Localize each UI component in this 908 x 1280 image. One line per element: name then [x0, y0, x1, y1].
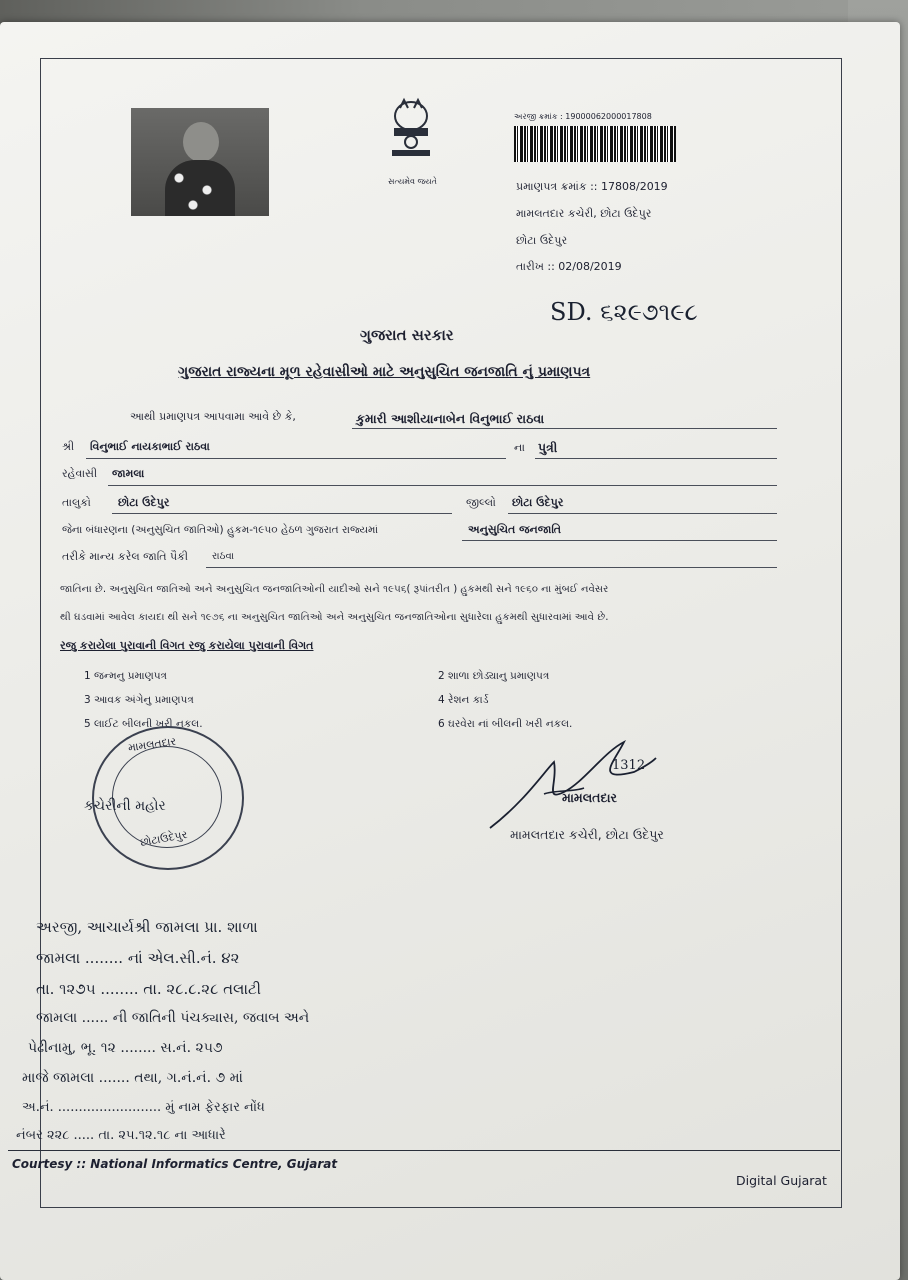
na-label: ના	[514, 441, 525, 454]
certificate-title: ગુજરાત રાજ્યના મૂળ રહેવાસીઓ માટે અનુસુચિત જનજાતિ નું પ્રમાણપત્ર	[178, 364, 591, 380]
district-label: જીલ્લો	[466, 496, 496, 509]
document-item: 2 શાળા છોડ્યાનુ પ્રમાણપત્ર	[438, 670, 550, 682]
seal-top-text: મામલતદાર	[127, 734, 177, 755]
document-item: 5 લાઈટ બીલની ખરી નકલ.	[84, 718, 203, 730]
handwritten-line: માજે જામલા ....... તથા, ગ.નં.નં. ૭ માં	[22, 1070, 243, 1086]
handwritten-line: પેઢીનામુ, ભૂ. ૧૨ ........ સ.નં. ૨૫૭	[28, 1040, 223, 1056]
seal-middle-text: કચેરીની મહોર	[84, 798, 166, 814]
recognized-label: તરીકે માન્ય કરેલ જાતિ પૈકી	[62, 550, 189, 563]
certificate-number: પ્રમાણપત્ર ક્રમાંક :: 17808/2019	[516, 180, 668, 193]
issue-date: તારીખ :: 02/08/2019	[516, 260, 622, 273]
handwritten-line: જામલા ........ નાં એલ.સી.નં. ૪૨	[36, 949, 240, 967]
certificate-frame	[40, 58, 842, 1208]
document-item: 6 ઘરવેરા નાં બીલની ખરી નકલ.	[438, 718, 573, 730]
applicant-name: કુમારી આશીયાનાબેન વિનુભાઈ રાઠવા	[356, 411, 545, 426]
footer-brand: Digital Gujarat	[736, 1173, 827, 1188]
constitution-text: જેના બંધારણના (અનુસુચિત જાતિઓ) હુકમ-૧૯૫૦ હેઠળ ગુજરાત રાજ્યમાં	[62, 524, 379, 536]
category: અનુસુચિત જનજાતિ	[468, 523, 562, 536]
issuing-office: મામલતદાર કચેરી, છોટા ઉદેપુર	[516, 207, 652, 220]
handwritten-line: અ.નં. ......................... મું નામ ફેરફાર નોંધ	[22, 1100, 265, 1115]
document-item: 4 રેશન કાર્ડ	[438, 694, 489, 706]
handwritten-line: અરજી, આચાર્યશ્રી જામલા પ્રા. શાળા	[36, 918, 258, 936]
district: છોટા ઉદેપુર	[512, 496, 564, 509]
body-line-2: થી ઘડવામાં આવેલ કાયદા થી સને ૧૯૭૬ ના અનુસુચિત જાતિઓ અને અનુસુચિત જનજાતિઓના સુધારેલા હુકમથી સુધારવામાં આવે છે.	[60, 612, 609, 623]
documents-heading: રજુ કરાયેલા પુરાવાની વિગત રજુ કરાયેલા પુરાવાની વિગત	[60, 639, 314, 652]
resident-label: રહેવાસી	[62, 467, 98, 480]
intro-text: આથી પ્રમાણપત્ર આપવામા આવે છે કે,	[130, 410, 296, 423]
handwritten-line: નંબર ૨૨૮ ..... તા. ૨૫.૧૨.૧૮ ના આધારે	[16, 1128, 226, 1143]
relation: પુત્રી	[538, 440, 558, 455]
document-item: 3 આવક અંગેનુ પ્રમાણપત્ર	[84, 694, 194, 706]
office-seal	[84, 726, 244, 870]
government-title: ગુજરાત સરકાર	[360, 326, 454, 344]
applicant-photo	[131, 108, 269, 216]
footer-courtesy: Courtesy :: National Informatics Centre, Gujarat	[12, 1157, 338, 1171]
signatory-office: મામલતદાર કચેરી, છોટા ઉદેપુર	[510, 827, 664, 842]
village: જામલા	[112, 467, 145, 480]
national-emblem-icon	[382, 96, 440, 174]
handwritten-serial: SD. ૬૨૯૭૧૯૮	[550, 298, 698, 326]
document-item: 1 જન્મનુ પ્રમાણપત્ર	[84, 670, 168, 682]
barcode	[514, 126, 676, 162]
emblem-caption: સત્યમેવ જયતે	[388, 177, 437, 186]
signatory-title: મામલતદાર	[562, 790, 617, 805]
caste: રાઠવા	[212, 551, 235, 562]
handwritten-line: તા. ૧૨૭૫ ........ તા. ૨૮.૮.૨૮ તલાટી	[36, 980, 262, 998]
issuing-place: છોટા ઉદેપુર	[516, 234, 568, 247]
handwritten-line: જામલા ...... ની જાતિની પંચક્યાસ, જવાબ અને	[36, 1010, 310, 1026]
body-line-1: જાતિના છે. અનુસુચિત જાતિઓ અને અનુસુચિત જનજાતિઓની યાદીઓ સને ૧૯૫૬( રૂપાંતરીત ) હુકમથી સને ૧૯૬૦ ના મુંબઈ નવેસર	[60, 584, 609, 595]
application-number: અરજી ક્રમાંક : 19000062000017808	[514, 112, 652, 121]
taluka-label: તાલુકો	[62, 496, 91, 509]
father-name: વિનુભાઈ નાયકાભાઈ રાઠવા	[90, 440, 210, 453]
signature-icon	[484, 732, 664, 832]
signature-number: 1312	[612, 758, 646, 773]
taluka: છોટા ઉદેપુર	[118, 496, 170, 509]
shri-label: શ્રી	[62, 440, 75, 453]
seal-bottom-text: છોટાઉદેપુર	[139, 827, 189, 850]
